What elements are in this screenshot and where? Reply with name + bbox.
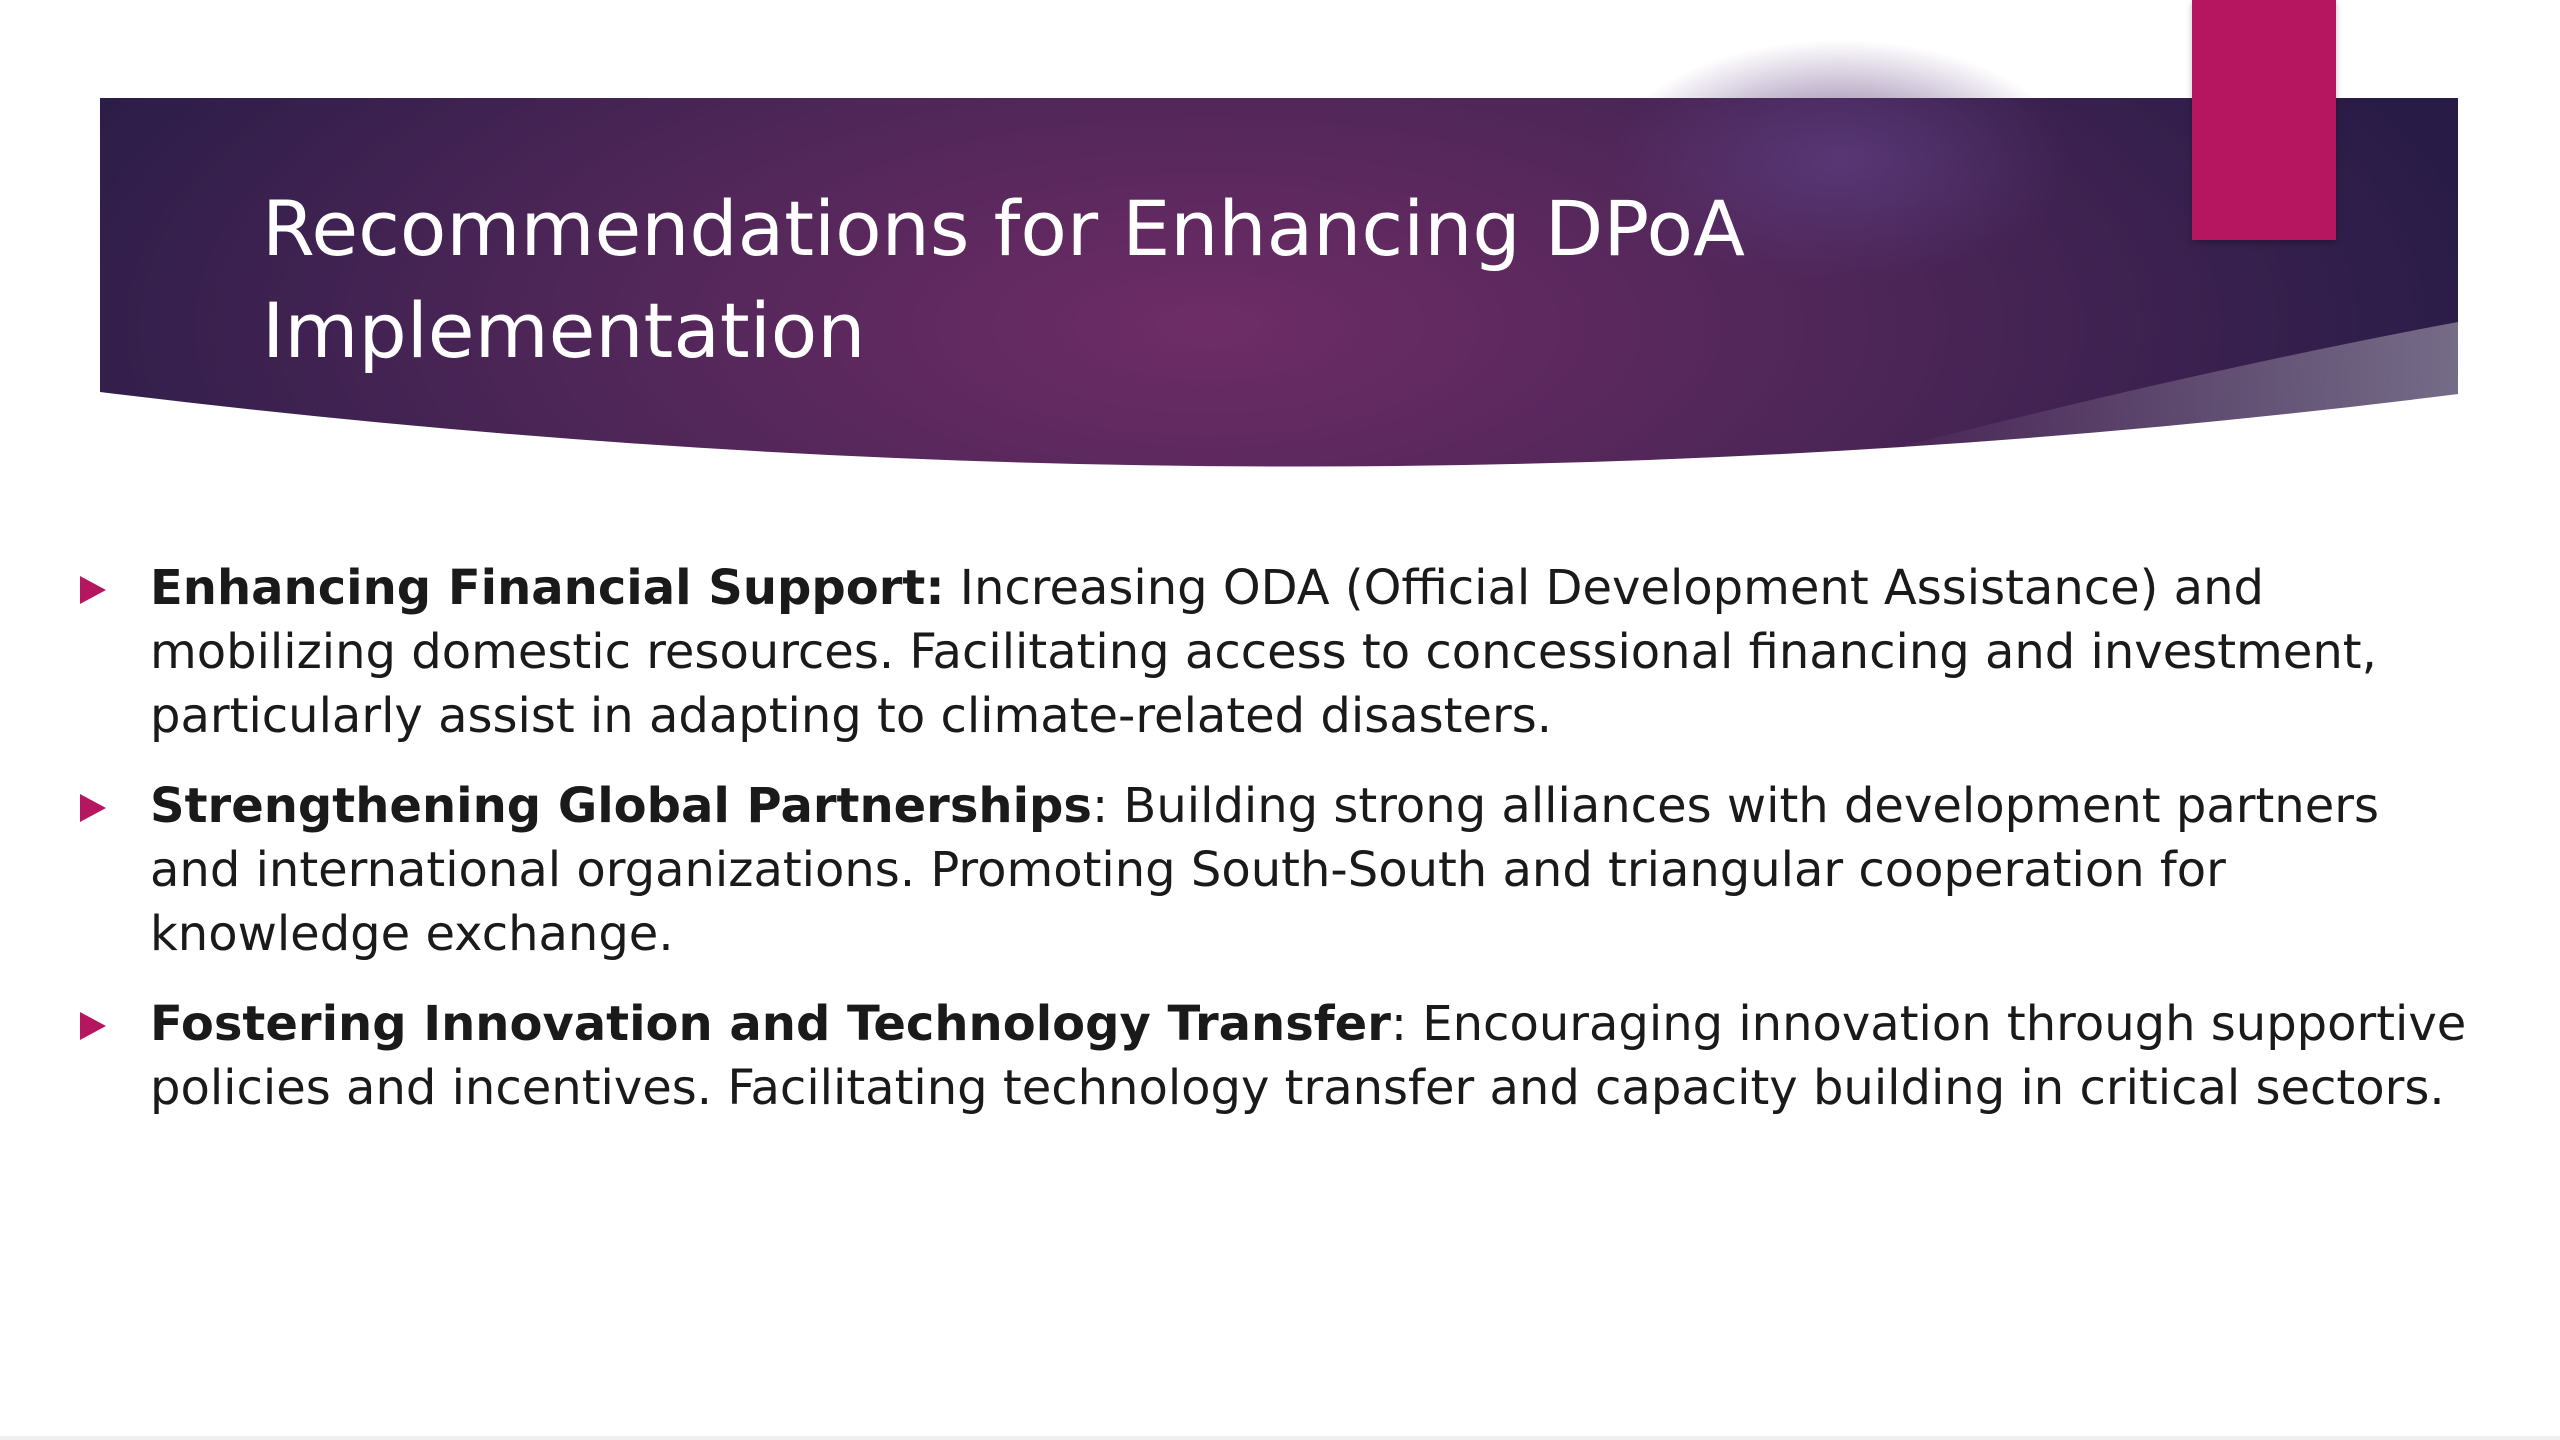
triangle-right-icon [80,794,106,822]
bullet-item [72,774,2482,966]
bullet-list [72,556,2482,1146]
bullet-text: : Building strong alliances with development partners and international organizations. Promoting South-South and triangular cooperation for knowledge exchange. [150,778,2379,962]
bullet-text: Increasing ODA (Official Development Assistance) and mobilizing domestic resources. Facilitating access to concessional financing and investment, particularly assist in adapting to climate-related disasters. [150,560,2377,744]
bullet-lead: Enhancing Financial Support: [150,560,945,616]
bullet-lead: Fostering Innovation and Technology Transfer [150,996,1391,1052]
accent-tab [2192,0,2336,240]
bullet-item [72,556,2482,748]
bullet-item [72,992,2482,1120]
bullet-lead: Strengthening Global Partnerships [150,778,1092,834]
bullet-text: : Encouraging innovation through supportive policies and incentives. Facilitating technology transfer and capacity building in critical sectors. [150,996,2467,1116]
slide-title: Recommendations for Enhancing DPoA Implementation [262,184,1745,375]
triangle-right-icon [80,1012,106,1040]
bottom-divider [0,1436,2560,1440]
triangle-right-icon [80,576,106,604]
